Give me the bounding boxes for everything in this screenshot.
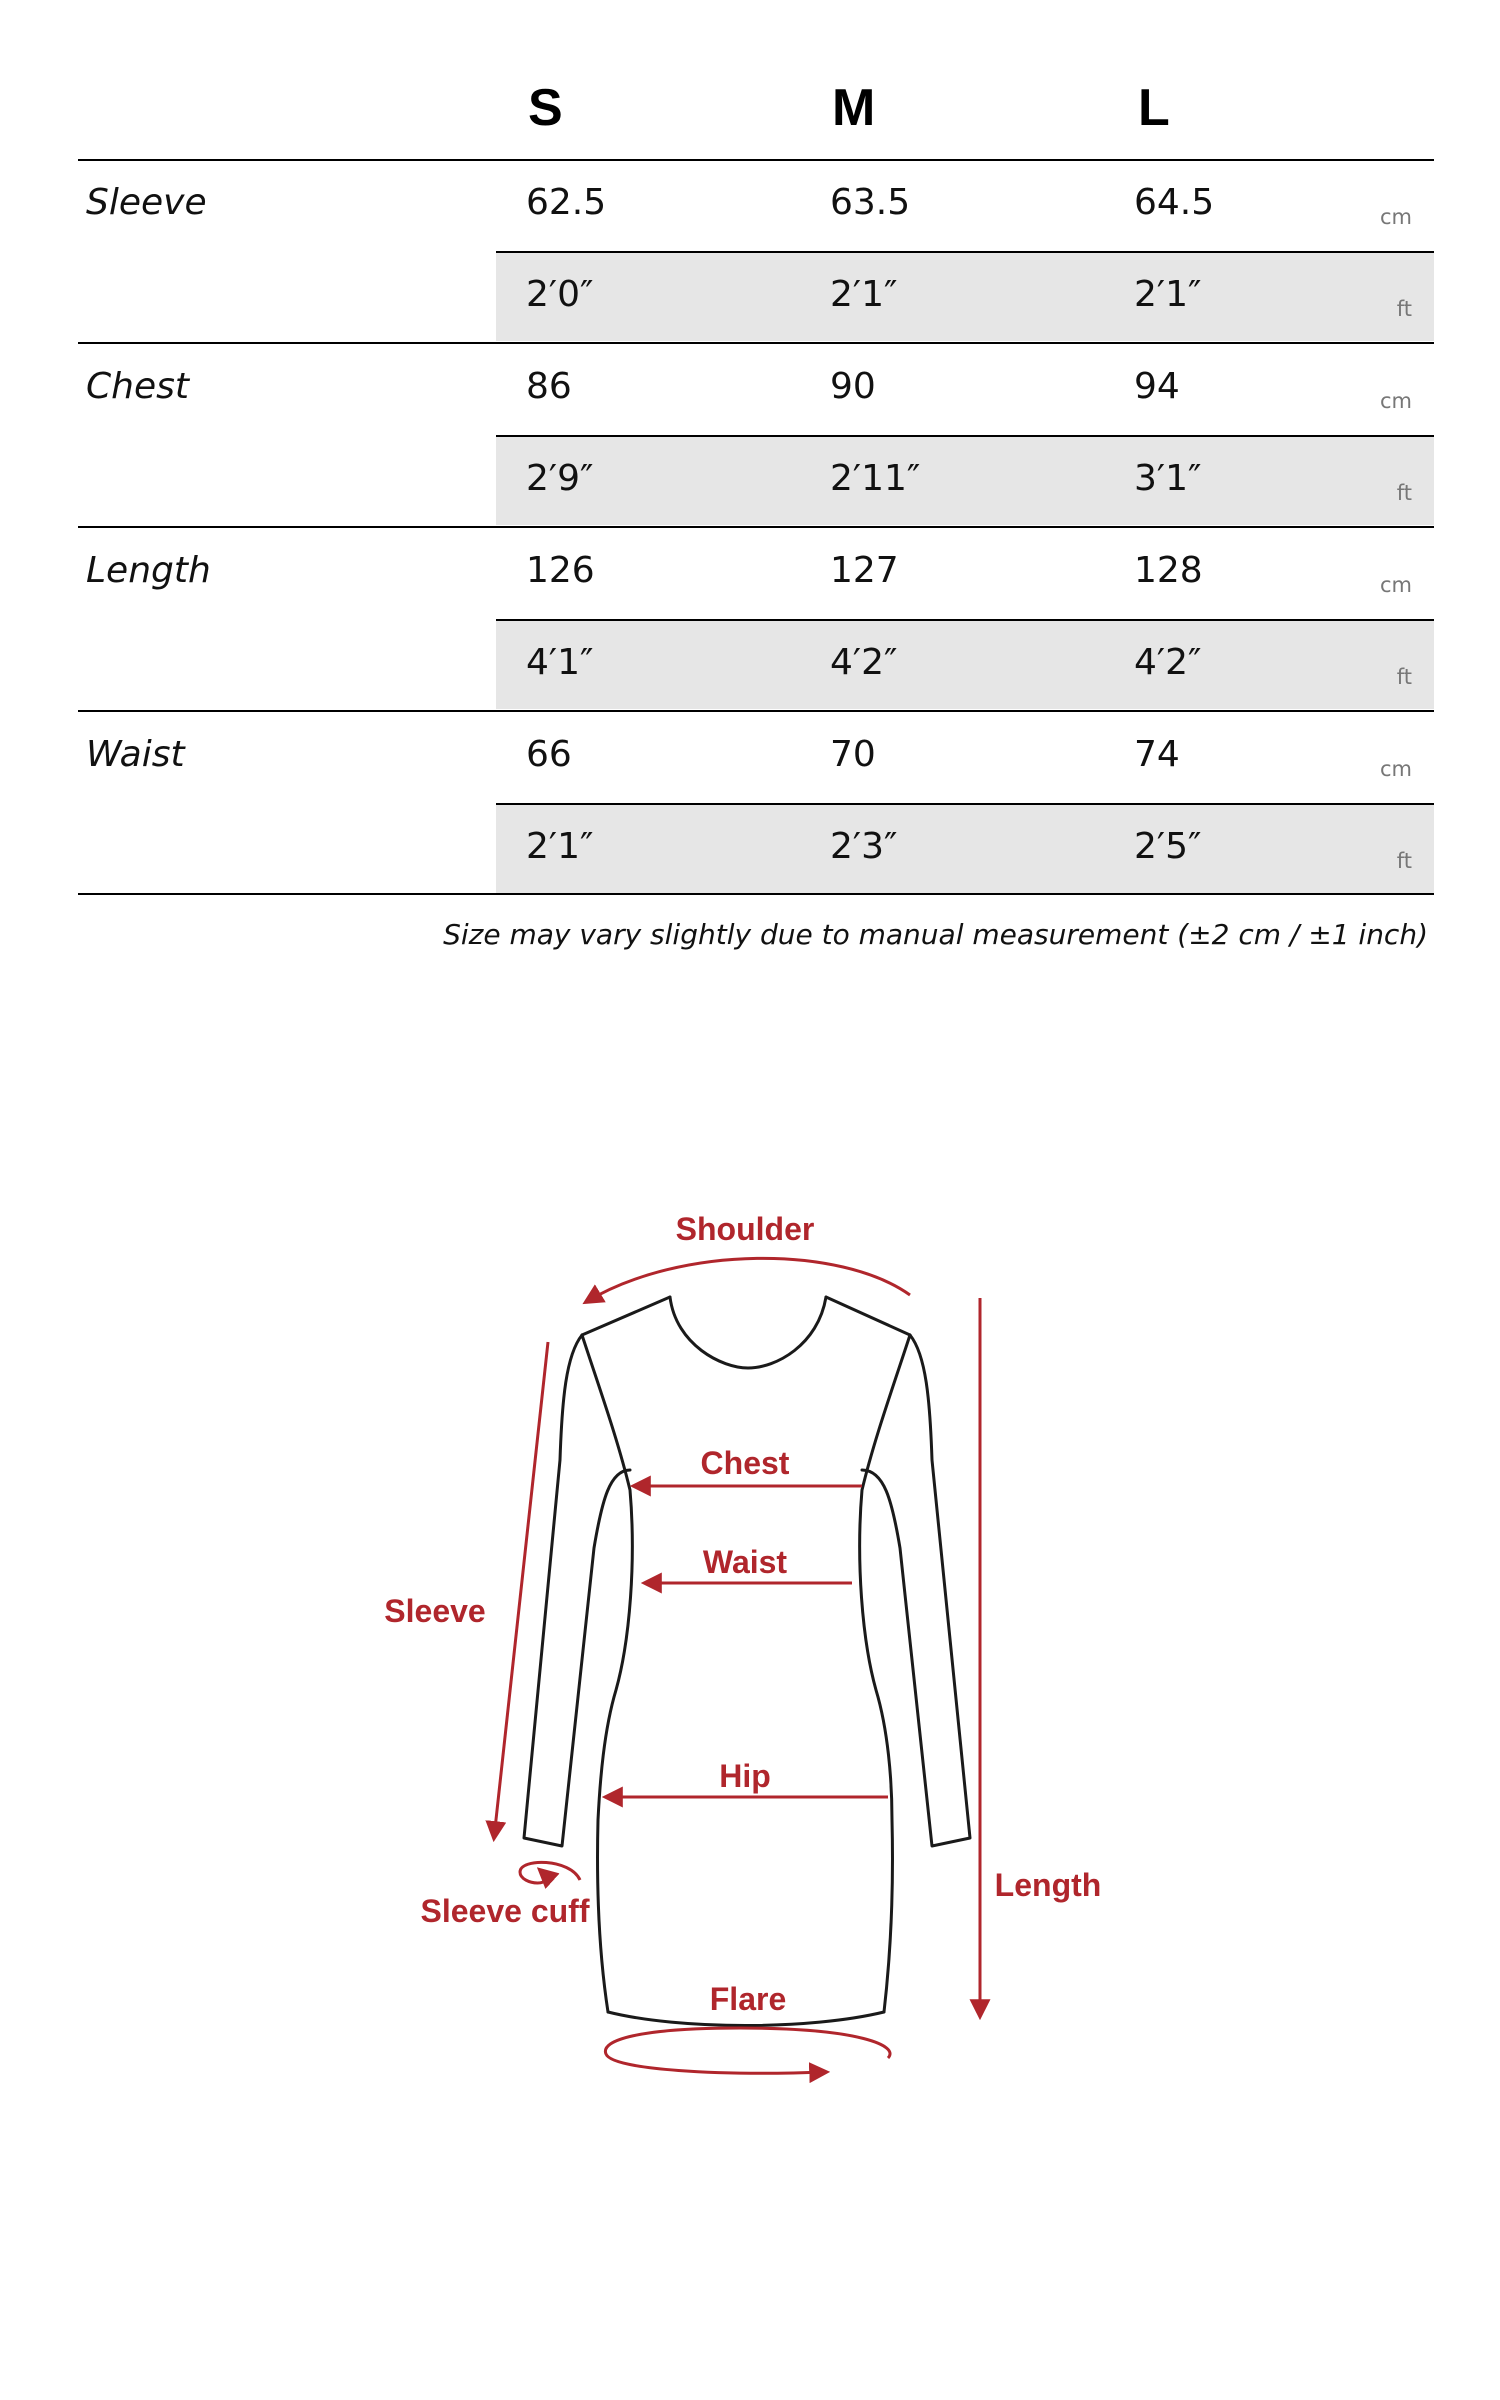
right-sleeve bbox=[862, 1335, 970, 1846]
dress-measurement-diagram bbox=[0, 1180, 1500, 2180]
label-flare: Flare bbox=[709, 1981, 787, 2017]
ft-row-band bbox=[496, 437, 1434, 525]
unit-label-cm: cm bbox=[1379, 389, 1412, 413]
body-left-side bbox=[582, 1335, 632, 2012]
cell-cm: 70 bbox=[830, 734, 876, 775]
table-divider bbox=[78, 342, 1434, 344]
label-chest: Chest bbox=[700, 1445, 790, 1481]
measurement-note: Size may vary slightly due to manual measurement (±2 cm / ±1 inch) bbox=[443, 918, 1428, 951]
cell-cm: 90 bbox=[830, 366, 876, 407]
measure-name-sleeve: Sleeve bbox=[86, 182, 207, 223]
unit-label-cm: cm bbox=[1379, 757, 1412, 781]
cell-ft: 2′1″ bbox=[830, 274, 898, 315]
ft-row-band bbox=[496, 253, 1434, 341]
unit-label-cm: cm bbox=[1379, 205, 1412, 229]
cell-ft: 2′1″ bbox=[526, 826, 594, 867]
neckline bbox=[670, 1297, 826, 1368]
row-sub-divider bbox=[496, 435, 1434, 437]
unit-label-ft: ft bbox=[1396, 297, 1412, 321]
table-divider bbox=[78, 159, 1434, 161]
row-sub-divider bbox=[496, 619, 1434, 621]
unit-label-ft: ft bbox=[1396, 849, 1412, 873]
cell-cm: 74 bbox=[1134, 734, 1180, 775]
cell-ft: 2′11″ bbox=[830, 458, 921, 499]
unit-label-ft: ft bbox=[1396, 481, 1412, 505]
table-divider bbox=[78, 893, 1434, 895]
unit-label-cm: cm bbox=[1379, 573, 1412, 597]
label-waist: Waist bbox=[702, 1544, 788, 1580]
label-sleeve-cuff: Sleeve cuff bbox=[420, 1893, 590, 1929]
dress-outline bbox=[524, 1297, 970, 2026]
measure-name-waist: Waist bbox=[86, 734, 185, 775]
row-sub-divider bbox=[496, 251, 1434, 253]
size-header-m: M bbox=[832, 79, 876, 137]
cell-cm: 127 bbox=[830, 550, 899, 591]
sleeve-arrow bbox=[494, 1342, 548, 1838]
label-length: Length bbox=[994, 1867, 1102, 1903]
measure-name-chest: Chest bbox=[86, 366, 189, 407]
size-header-l: L bbox=[1138, 79, 1170, 137]
cell-cm: 63.5 bbox=[830, 182, 911, 223]
sleeve-cuff-arrow bbox=[520, 1862, 580, 1883]
label-hip: Hip bbox=[719, 1758, 771, 1794]
table-divider bbox=[78, 526, 1434, 528]
cell-cm: 66 bbox=[526, 734, 572, 775]
left-shoulder bbox=[582, 1297, 670, 1335]
cell-ft: 2′3″ bbox=[830, 826, 898, 867]
measure-name-length: Length bbox=[86, 550, 211, 591]
cell-cm: 62.5 bbox=[526, 182, 607, 223]
cell-ft: 4′1″ bbox=[526, 642, 594, 683]
flare-arrow bbox=[605, 2028, 890, 2073]
cell-cm: 64.5 bbox=[1134, 182, 1215, 223]
cell-ft: 2′1″ bbox=[1134, 274, 1202, 315]
table-divider bbox=[78, 710, 1434, 712]
cell-ft: 2′9″ bbox=[526, 458, 594, 499]
label-shoulder: Shoulder bbox=[675, 1211, 815, 1247]
right-shoulder bbox=[826, 1297, 910, 1335]
cell-ft: 2′0″ bbox=[526, 274, 594, 315]
cell-ft: 2′5″ bbox=[1134, 826, 1202, 867]
cell-ft: 3′1″ bbox=[1134, 458, 1202, 499]
cell-ft: 4′2″ bbox=[830, 642, 898, 683]
ft-row-band bbox=[496, 805, 1434, 893]
body-right-side bbox=[860, 1335, 910, 2012]
cell-cm: 86 bbox=[526, 366, 572, 407]
cell-cm: 128 bbox=[1134, 550, 1203, 591]
unit-label-ft: ft bbox=[1396, 665, 1412, 689]
label-sleeve: Sleeve bbox=[384, 1593, 486, 1629]
cell-ft: 4′2″ bbox=[1134, 642, 1202, 683]
cell-cm: 94 bbox=[1134, 366, 1180, 407]
row-sub-divider bbox=[496, 803, 1434, 805]
size-header-s: S bbox=[528, 79, 563, 137]
ft-row-band bbox=[496, 621, 1434, 709]
cell-cm: 126 bbox=[526, 550, 595, 591]
shoulder-arrow bbox=[586, 1258, 910, 1302]
